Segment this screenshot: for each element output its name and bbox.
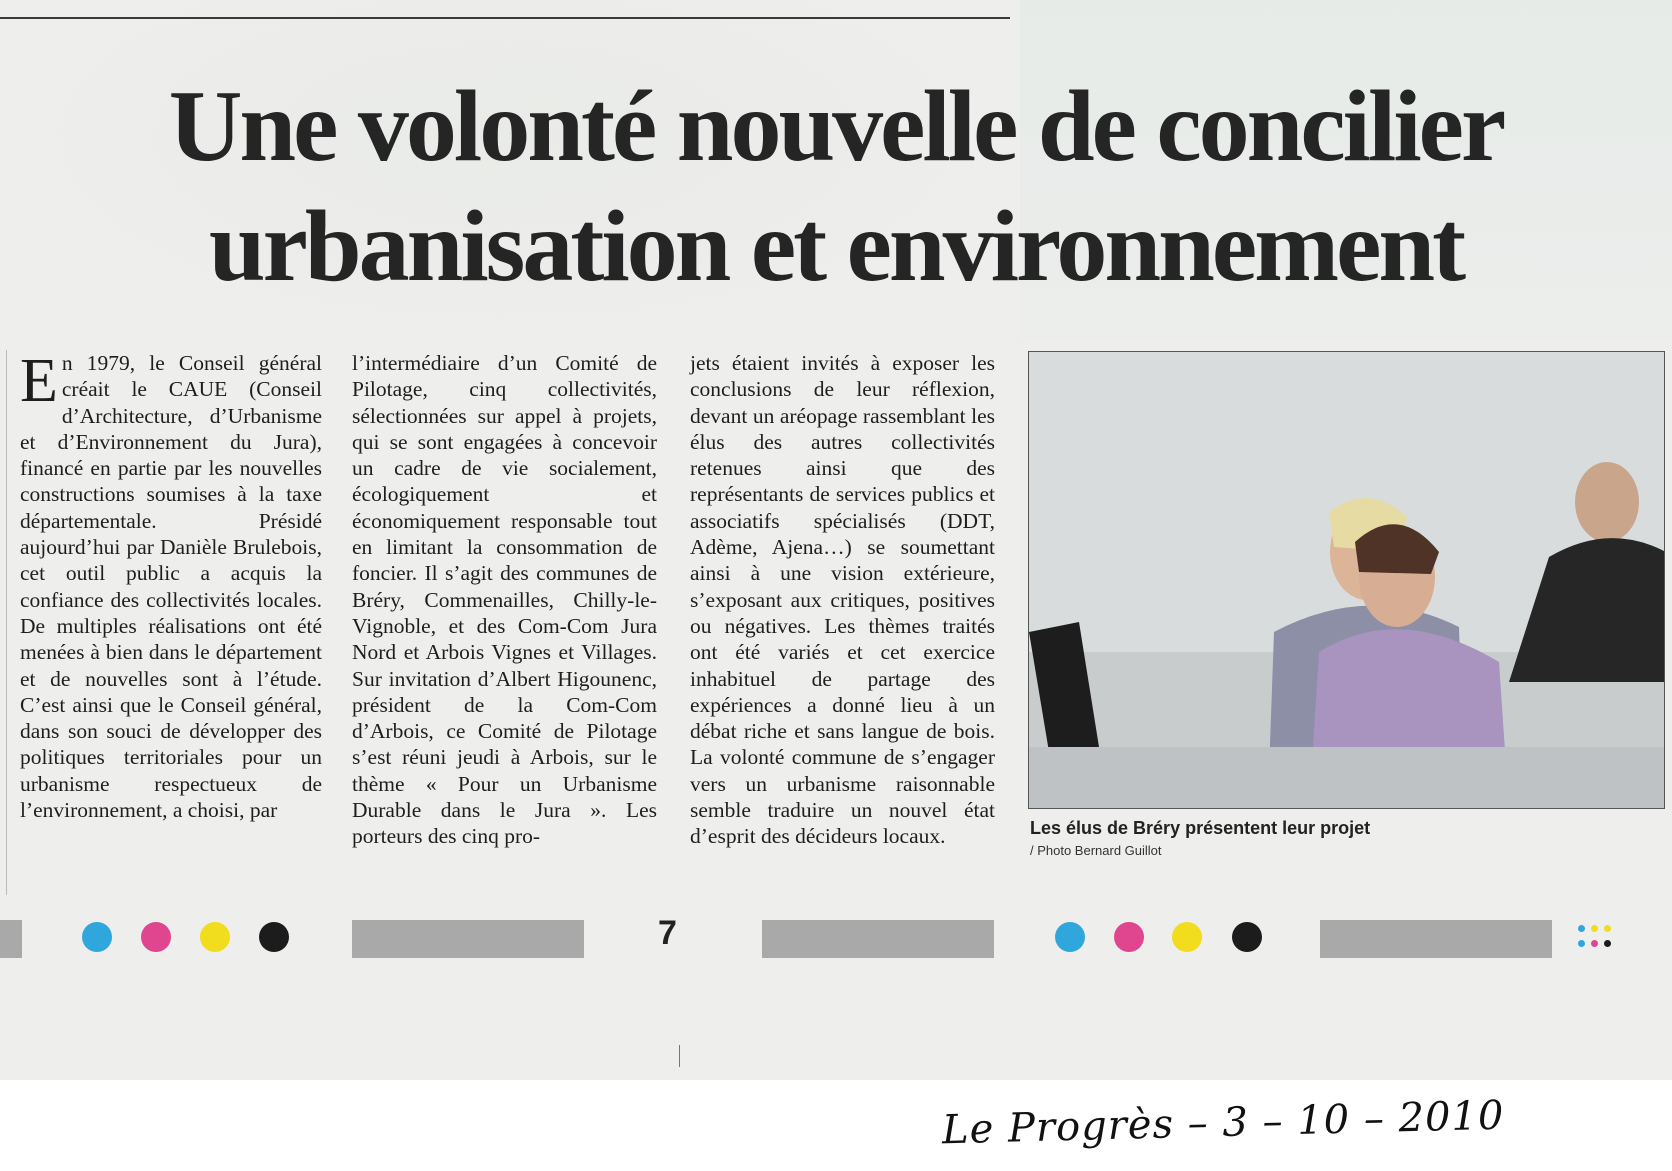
mini-black-dot [1604,940,1611,947]
yellow-registration-dot [200,922,230,952]
person-head [1575,462,1639,542]
black-registration-dot [1232,922,1262,952]
drop-cap: E [20,347,58,415]
magenta-registration-dot [141,922,171,952]
column-1-text: n 1979, le Conseil général créait le CAUE (Conseil d’Architecture, d’Urbanisme et d’Environnement du Jura), financé en partie par les nouvelles constructions soumises à la taxe départementale. Présidé aujourd’hui par Danièle Brulebois, cet outil public a acquis la confiance des collectivités locales. De multiples réalisations ont été menées à bien dans le département et de nouvelles sont à l’étude. C’est ainsi que le Conseil général, dans son souci de développer des politiques territoriales pour un urbanisme respectueux de l’environnement, a choisi, par [20,351,322,823]
top-rule [0,17,1010,19]
article-column-2: l’intermédiaire d’un Comité de Pilotage, cinq collectivités, sélectionnées sur appel à projets, qui se sont engagées à concevoir un cadre de vie socialement, écologiquement et économiquement responsable tout en limitant la consommation de foncier. Il s’agit des communes de Bréry, Commenailles, Chilly-le-Vignoble, et des Com-Com Jura Nord et Arbois Vignes et Villages. Sur invitation d’Albert Higounenc, président de la Com-Com d’Arbois, ce Comité de Pilotage s’est réuni jeudi à Arbois, sur le thème « Pour un Urbanisme Durable dans le Jura ». Les porteurs des cinq pro- [352,351,657,849]
photo-illustration [1029,352,1665,809]
registration-bar [762,920,994,958]
handwritten-source-note: Le Progrès – 3 – 10 – 2010 [941,1092,1505,1154]
yellow-registration-dot [1172,922,1202,952]
black-registration-dot [259,922,289,952]
headline-line-2: urbanisation et environnement [208,190,1464,303]
magenta-registration-dot [1114,922,1144,952]
article-column-1 [20,347,322,823]
headline-line-1: Une volonté nouvelle de concilier [168,70,1504,183]
registration-bar [1320,920,1552,958]
cyan-registration-dot [1055,922,1085,952]
mini-cyan-dot [1578,925,1585,932]
article-column-3: jets étaient invités à exposer les conclusions de leur réflexion, devant un aréopage rassemblant les élus des autres collectivités retenues ainsi que des représentants de services publics et associatifs spécialisés (DDT, Adème, Ajena…) se soumettant ainsi à une vision extérieure, s’exposant aux critiques, positives ou négatives. Les thèmes traités ont été variés et cet exercice inhabituel de partage des expériences a donné lieu à un débat riche et sans langue de bois. La volonté commune de s’engager vers un urbanisme raisonnable semble traduire un nouvel état d’esprit des décideurs locaux. [690,351,995,849]
cyan-registration-dot [82,922,112,952]
mini-yellow-dot [1591,925,1598,932]
registration-bar [352,920,584,958]
mini-yellow-dot [1604,925,1611,932]
mini-magenta-dot [1591,940,1598,947]
column-rule [6,350,7,895]
registration-bar [0,920,22,958]
article-photo [1028,351,1665,809]
crop-mark [679,1045,680,1067]
mini-cyan-dot [1578,940,1585,947]
photo-credit: / Photo Bernard Guillot [1030,843,1162,858]
page-number: 7 [658,914,677,952]
photo-caption: Les élus de Bréry présentent leur projet [1030,818,1371,838]
